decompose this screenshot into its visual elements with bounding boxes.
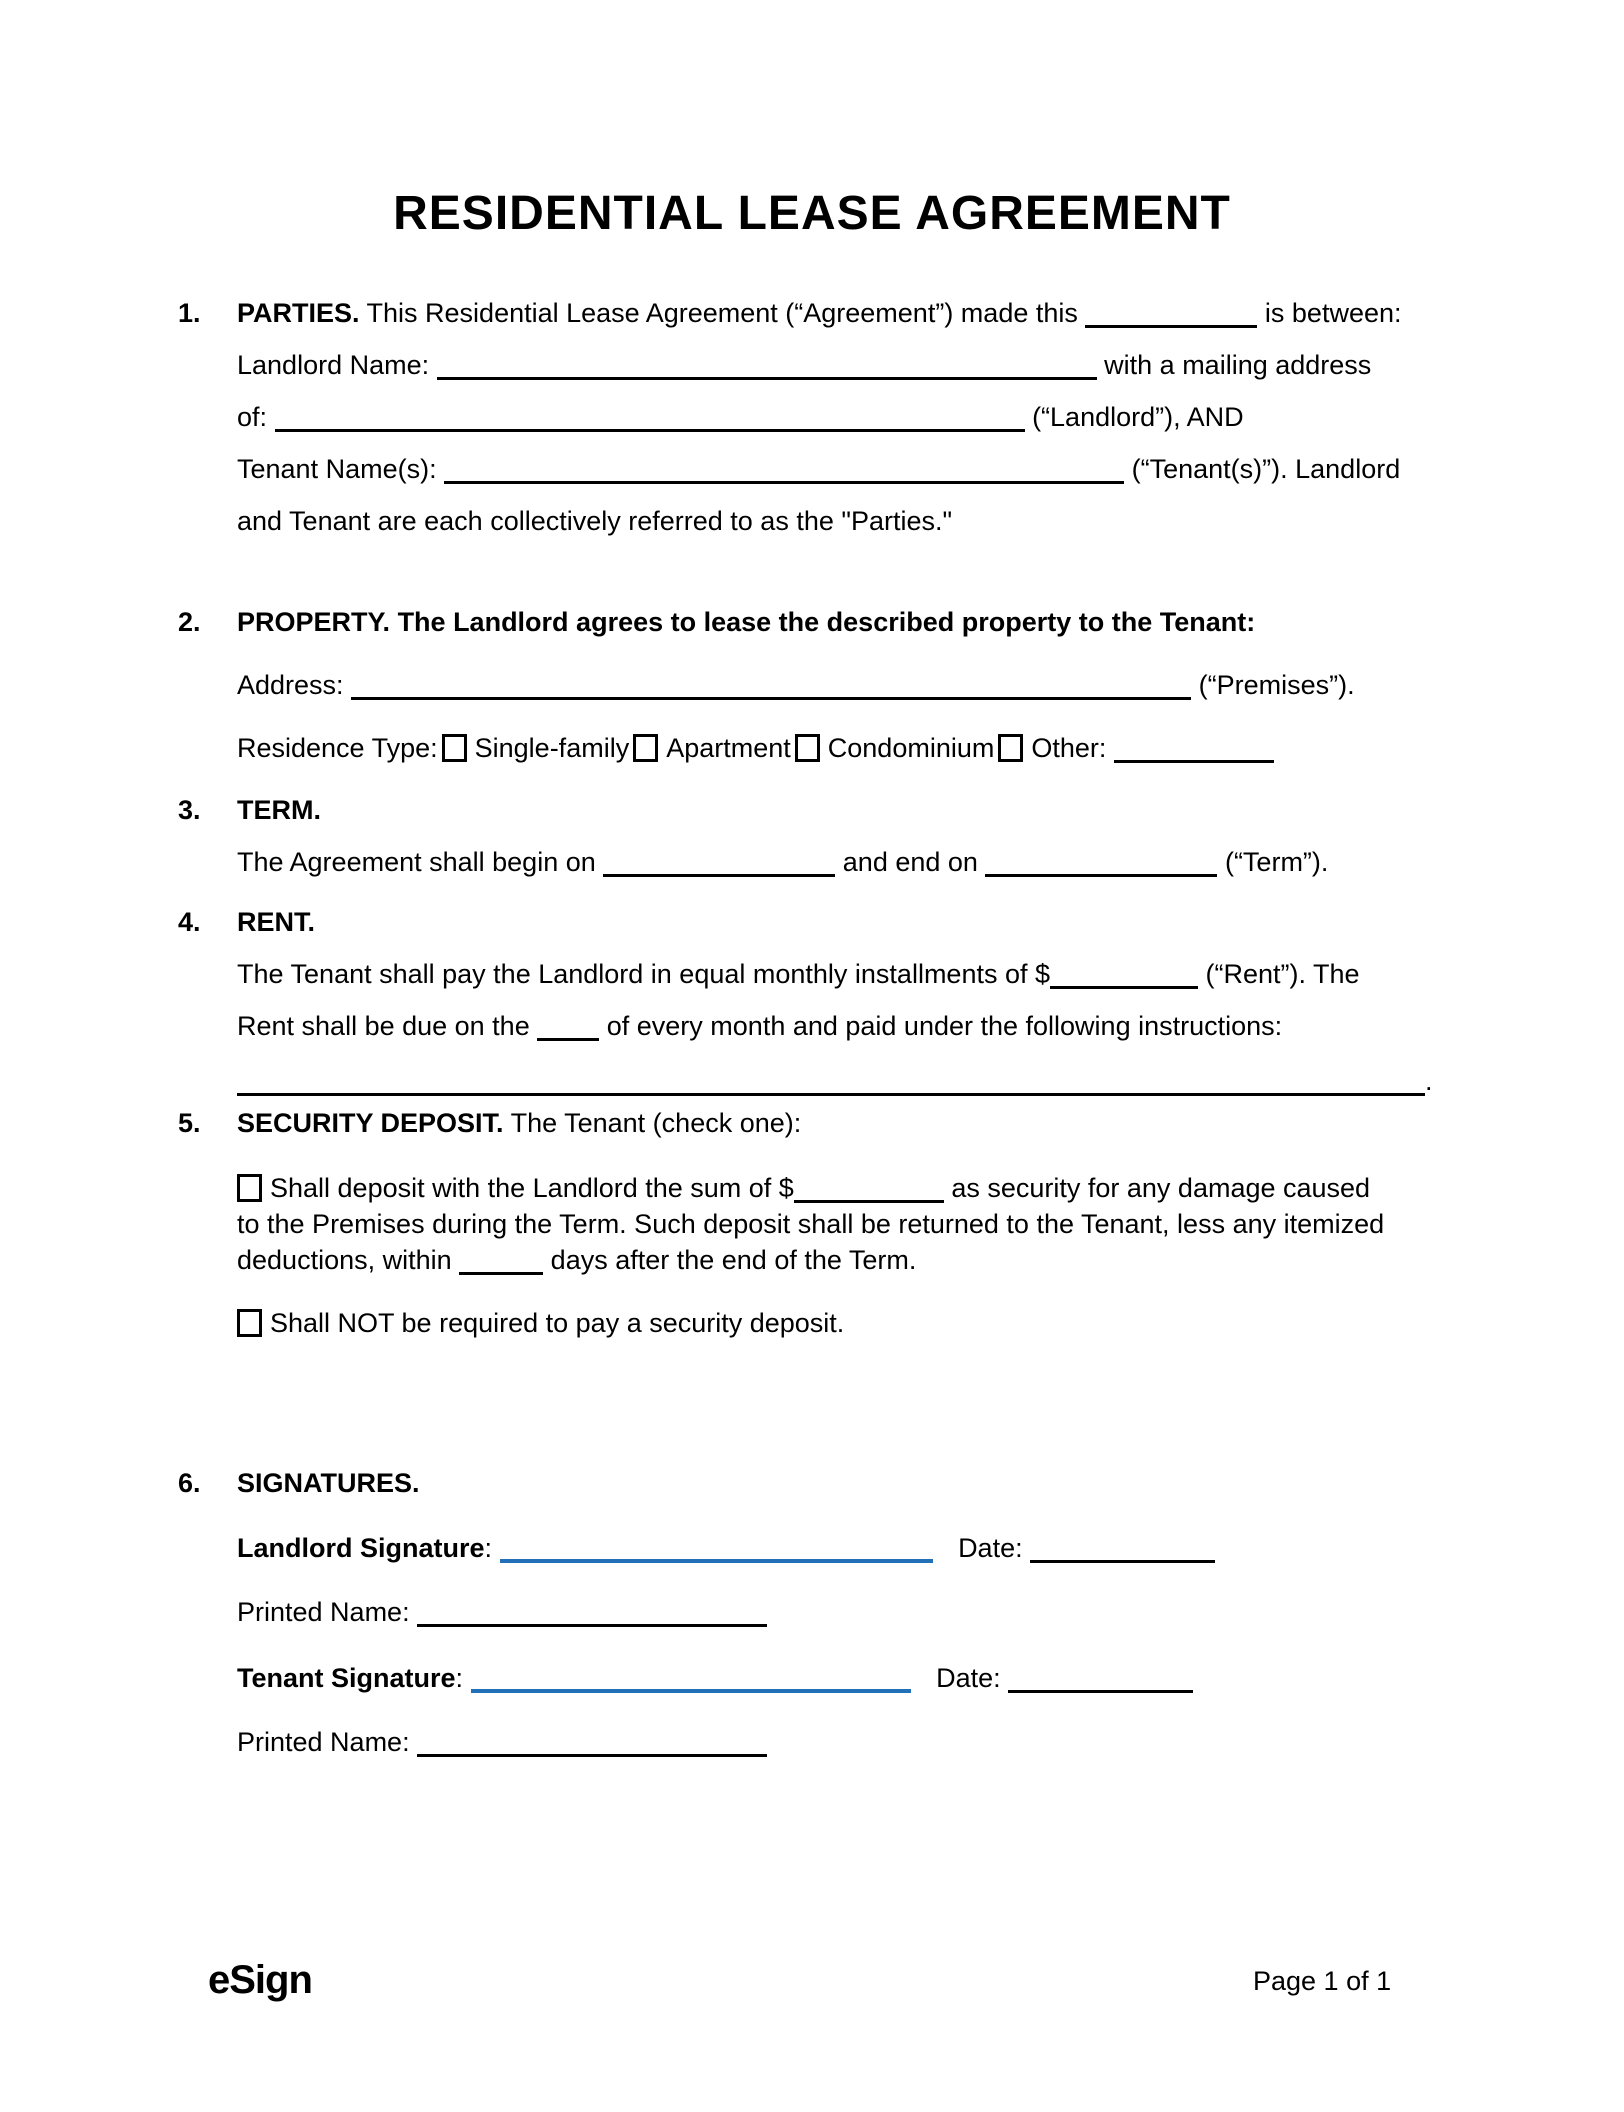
printed-name-label: Printed Name: [237,1597,410,1627]
blank-payment-instructions[interactable] [237,1083,1425,1096]
option-condominium-label: Condominium [827,733,995,763]
rent-due-text: Rent shall be due on the [237,1011,530,1041]
blank-term-start-date[interactable] [603,864,835,877]
date-label: Date: [936,1663,1001,1693]
landlord-address-line [237,400,1244,434]
blank-landlord-name[interactable] [437,367,1097,380]
rent-instructions-line [237,1064,1433,1098]
signature-field-tenant[interactable] [471,1679,911,1693]
landlord-printed-name-line [237,1595,767,1629]
of-after: (“Landlord”), AND [1032,402,1244,432]
rent-due-after: of every month and paid under the following instructions: [606,1011,1283,1041]
section-heading: SECURITY DEPOSIT. [237,1108,504,1138]
residence-type-line [237,731,1274,765]
section-heading: RENT. [237,907,316,937]
parties-intro-text: This Residential Lease Agreement (“Agreement”) made this [366,298,1078,328]
blank-rent-due-day[interactable] [537,1028,599,1041]
parties-closing-line [237,504,952,538]
blank-other-residence[interactable] [1114,750,1274,763]
label-colon: : [484,1533,493,1563]
blank-deposit-amount[interactable] [794,1190,944,1203]
rent-line-1 [237,957,1360,991]
tenant-signature-line [237,1661,1193,1695]
rent-heading-line [178,905,315,939]
esign-logo: eSign [208,1958,312,2002]
option-apartment-label: Apartment [666,733,791,763]
term-heading-line [178,793,321,827]
rent-amount-after: (“Rent”). The [1205,959,1360,989]
page-title: RESIDENTIAL LEASE AGREEMENT [393,187,1231,240]
blank-landlord-address[interactable] [275,419,1025,432]
term-begin-text: The Agreement shall begin on [237,847,596,877]
section-number: 2. [178,607,201,637]
section-number: 1. [178,298,201,328]
deposit-heading-line [178,1106,801,1140]
checkbox-other[interactable] [998,734,1023,762]
term-after-text: (“Term”). [1224,847,1329,877]
landlord-name-line [237,348,1371,382]
blank-tenant-printed-name[interactable] [417,1744,767,1757]
section-heading: PARTIES. [237,298,360,328]
deposit-option1-line1 [237,1171,1370,1205]
checkbox-no-deposit[interactable] [237,1309,262,1337]
blank-tenant-names[interactable] [444,471,1124,484]
deposit-heading-rest: The Tenant (check one): [510,1108,802,1138]
section-heading: PROPERTY. [237,607,391,637]
tenant-name-after: (“Tenant(s)”). Landlord [1131,454,1401,484]
tenant-name-label: Tenant Name(s): [237,454,437,484]
address-line [237,668,1355,702]
of-label: of: [237,402,268,432]
parties-closing-text: and Tenant are each collectively referred to as the "Parties." [237,506,953,536]
section-number: 6. [178,1468,201,1498]
checkbox-shall-deposit[interactable] [237,1174,262,1202]
checkbox-condominium[interactable] [795,734,820,762]
checkbox-apartment[interactable] [633,734,658,762]
blank-premises-address[interactable] [351,687,1191,700]
deposit-option2-text: Shall NOT be required to pay a security deposit. [270,1308,845,1338]
landlord-signature-line [237,1531,1215,1565]
printed-name-label: Printed Name: [237,1727,410,1757]
blank-landlord-printed-name[interactable] [417,1614,767,1627]
deposit-option1-text-c: to the Premises during the Term. Such deposit shall be returned to the Tenant, less any itemized [237,1209,1385,1239]
page-number: Page 1 of 1 [1253,1966,1392,1996]
section-number: 3. [178,795,201,825]
date-label: Date: [958,1533,1023,1563]
section-heading: TERM. [237,795,321,825]
signatures-heading-line [178,1466,420,1500]
blank-deposit-return-days[interactable] [459,1262,543,1275]
section-number: 5. [178,1108,201,1138]
blank-term-end-date[interactable] [985,864,1217,877]
deposit-option1-text-d: deductions, within [237,1245,452,1275]
address-after: (“Premises”). [1198,670,1355,700]
deposit-option1-text-e: days after the end of the Term. [550,1245,917,1275]
rent-instructions-period: . [1425,1066,1433,1096]
rent-amount-text: The Tenant shall pay the Landlord in equal monthly installments of $ [237,959,1051,989]
deposit-option1-text-b: as security for any damage caused [951,1173,1371,1203]
signature-field-landlord[interactable] [500,1549,933,1563]
blank-agreement-date[interactable] [1085,315,1257,328]
tenant-printed-name-line [237,1725,767,1759]
tenant-signature-label: Tenant Signature [237,1663,456,1693]
deposit-option1-line2 [237,1207,1384,1241]
term-middle-text: and end on [842,847,978,877]
rent-line-2 [237,1009,1282,1043]
property-heading-line [178,605,1255,639]
residence-type-label: Residence Type: [237,733,438,763]
blank-landlord-sign-date[interactable] [1030,1550,1215,1563]
deposit-option1-text-a: Shall deposit with the Landlord the sum of $ [270,1173,794,1203]
deposit-option2-line [237,1306,844,1340]
landlord-signature-label: Landlord Signature [237,1533,485,1563]
deposit-option1-line3 [237,1243,916,1277]
checkbox-single-family[interactable] [442,734,467,762]
label-colon: : [455,1663,464,1693]
section-number: 4. [178,907,201,937]
parties-heading-line [178,296,1402,330]
parties-intro-after: is between: [1264,298,1402,328]
blank-tenant-sign-date[interactable] [1008,1680,1193,1693]
term-body-line [237,845,1328,879]
option-other-label: Other: [1031,733,1107,763]
option-single-family-label: Single-family [474,733,630,763]
section-heading: SIGNATURES. [237,1468,420,1498]
address-label: Address: [237,670,344,700]
landlord-name-label: Landlord Name: [237,350,430,380]
landlord-name-after: with a mailing address [1104,350,1372,380]
tenant-name-line [237,452,1400,486]
blank-rent-amount[interactable] [1050,976,1198,989]
property-heading-rest: The Landlord agrees to lease the described property to the Tenant: [397,607,1256,637]
